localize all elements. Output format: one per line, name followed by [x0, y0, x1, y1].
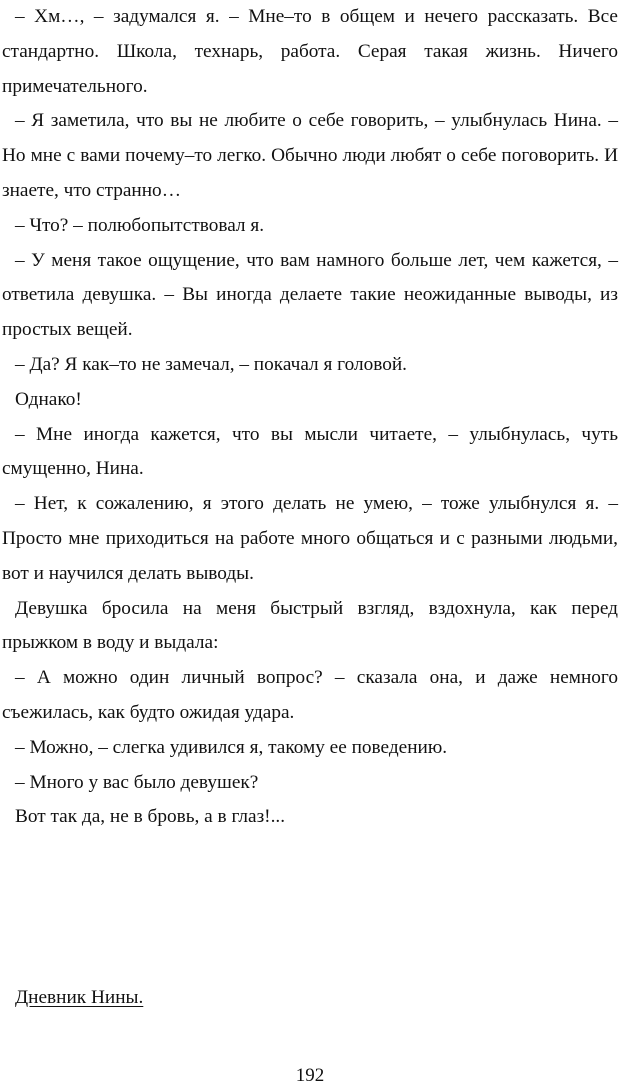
body-text	[2, 0, 618, 835]
paragraph-10: – А можно один личный вопрос? – сказала она, и даже немного съежилась, как будто ожидая удара.	[2, 667, 618, 723]
paragraph-11: – Можно, – слегка удивился я, такому ее поведению.	[15, 736, 448, 758]
paragraph-13: Вот так да, не в бровь, а в глаз!...	[15, 806, 286, 828]
paragraph-6: Однако!	[15, 388, 82, 410]
paragraph-4: – У меня такое ощущение, что вам намного больше лет, чем кажется, – ответила девушка. – Вы иногда делаете такие неожиданные выводы, из простых вещей.	[2, 249, 618, 341]
paragraph-9: Девушка бросила на меня быстрый взгляд, вздохнула, как перед прыжком в воду и выдала:	[2, 597, 618, 654]
page-number: 192	[295, 1065, 325, 1086]
paragraph-1: – Хм…, – задумался я. – Мне–то в общем и нечего рассказать. Все стандартно. Школа, технарь, работа. Серая такая жизнь. Ничего примечательного.	[2, 6, 618, 97]
paragraph-3: – Что? – полюбопытствовал я.	[15, 214, 265, 236]
paragraph-5: – Да? Я как–то не замечал, – покачал я головой.	[15, 353, 408, 375]
paragraph-7: – Мне иногда кажется, что вы мысли читаете, – улыбнулась, чуть смущенно, Нина.	[2, 423, 618, 480]
paragraph-2: – Я заметила, что вы не любите о себе говорить, – улыбнулась Нина. – Но мне с вами почему–то легко. Обычно люди любят о себе поговорить. И знаете, что странно…	[2, 110, 618, 201]
paragraph-12: – Много у вас было девушек?	[15, 771, 259, 793]
paragraph-8: – Нет, к сожалению, я этого делать не умею, – тоже улыбнулся я. – Просто мне приходиться на работе много общаться и с разными людьми, вот и научился делать выводы.	[2, 493, 618, 584]
section-heading: Дневник Нины.	[15, 987, 144, 1008]
